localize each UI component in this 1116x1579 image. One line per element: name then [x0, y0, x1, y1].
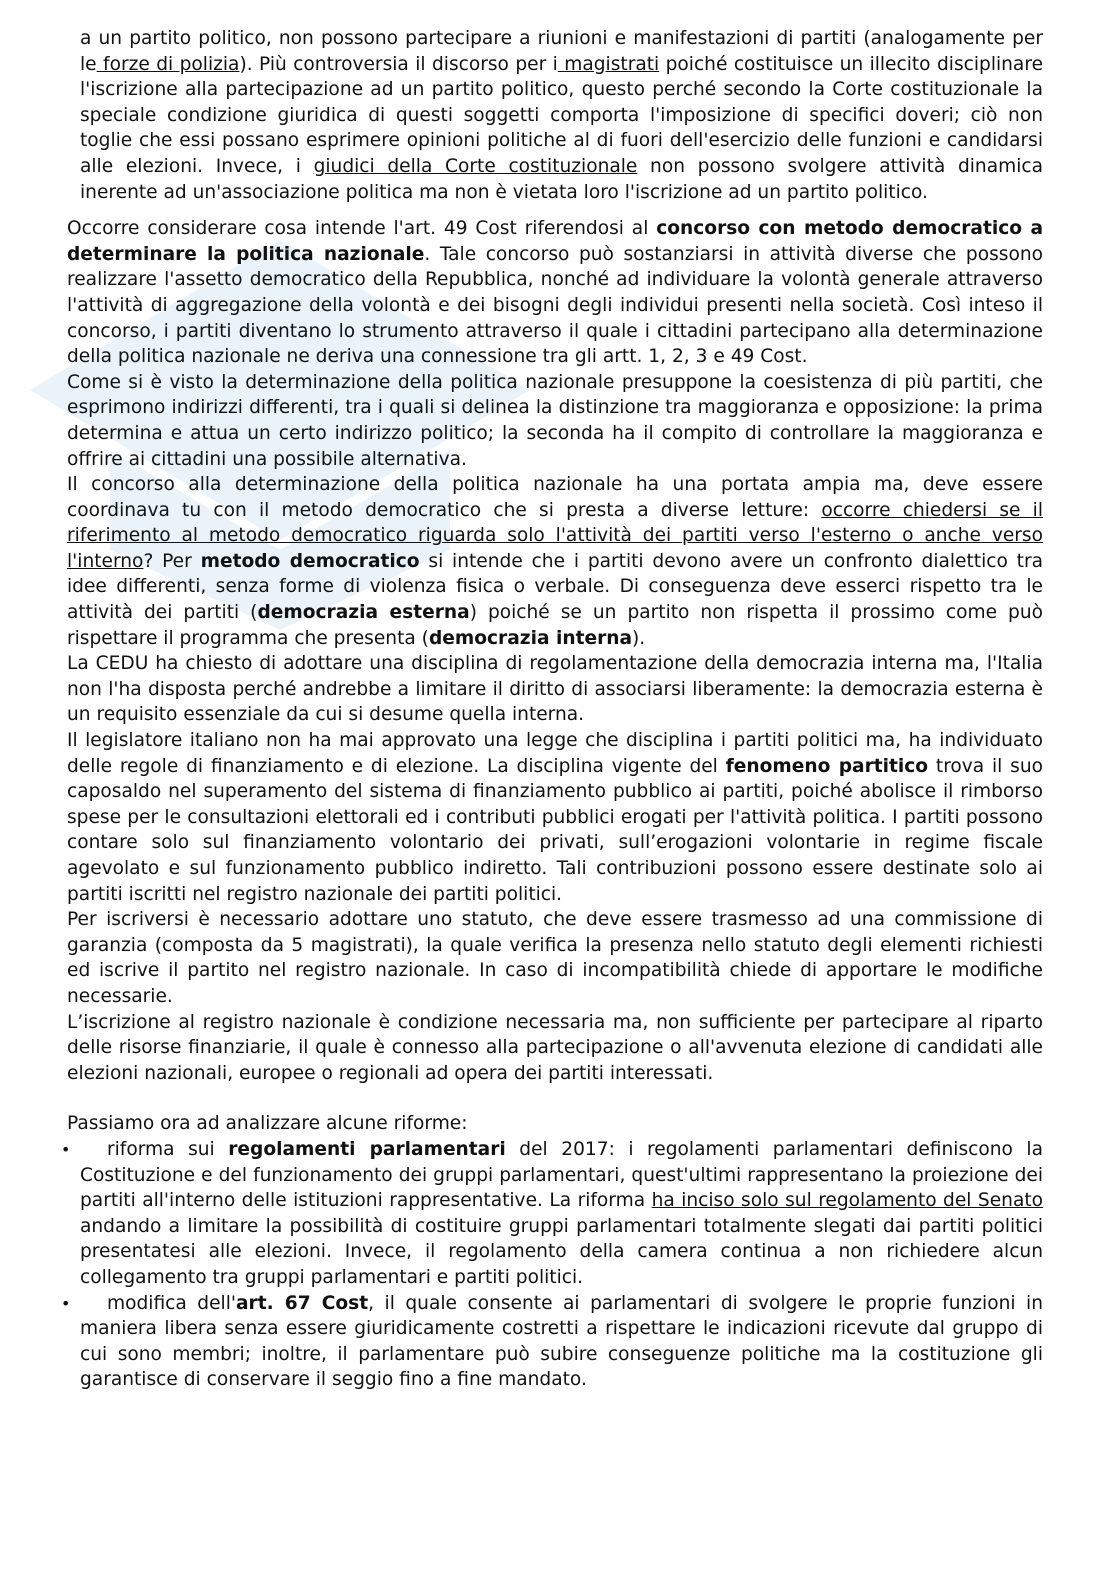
p4-underline-question: occorre chiedersi se il riferimento al metodo democratico riguarda solo l'attività dei partiti verso l'esterno o anche verso l'interno — [67, 499, 1044, 572]
b1-text-3: andando a limitare la possibilità di costituire gruppi parlamentari totalmente slegati dai partiti politici presentatesi alle elezioni. Invece, il regolamento della camera continua a non richiedere alcun collegamento tra gruppi parlamentari e partiti politici. — [80, 1215, 1043, 1288]
bullet-icon: • — [61, 1293, 71, 1313]
p4-bold-democrazia-interna: democrazia interna — [428, 627, 633, 649]
paragraph-1 — [67, 26, 1043, 205]
paragraph-8: L’iscrizione al registro nazionale è condizione necessaria ma, non sufficiente per partecipare al riparto delle risorse finanziarie, il quale è connesso alla partecipazione o all'avvenuta elezione di candidati alle elezioni nazionali, europee o regionali ad opera dei partiti interessati. — [67, 1011, 1043, 1084]
p2-text-1: Occorre considerare cosa intende l'art. 49 Cost riferendosi al — [67, 218, 657, 240]
p1-underline-magistrati: magistrati — [557, 53, 660, 75]
paragraph-5: La CEDU ha chiesto di adottare una disciplina di regolamentazione della democrazia interna ma, l'Italia non l'ha disposta perché andrebbe a limitare il diritto di associarsi liberamente: la democrazia esterna è un requisito essenziale da cui si desume quella interna. — [67, 653, 1043, 726]
paragraph-7: Per iscriversi è necessario adottare uno statuto, che deve essere trasmesso ad una commissione di garanzia (composta da 5 magistrati), la quale verifica la presenza nello statuto degli elementi richiesti ed iscrive il partito nel registro nazionale. In caso di incompatibilità chiede di apportare le modifiche necessarie. — [67, 909, 1043, 1007]
p1-text-4: non possono svolgere attività dinamica inerente ad un'associazione politica ma non è vietata loro l'iscrizione ad un partito politico. — [80, 155, 1044, 203]
p4-bold-democrazia-esterna: democrazia esterna — [257, 602, 470, 624]
p4-bold-metodo-democratico: metodo democratico — [200, 550, 420, 572]
paragraph-4 — [67, 472, 1043, 651]
p4-text-1: Il concorso alla determinazione della politica nazionale ha una portata ampia ma, deve essere coordinava tu con il metodo democratico che si presta a diverse letture: — [67, 474, 1043, 521]
b1-text-2: del 2017: i regolamenti parlamentari definiscono la Costituzione e del funzionamento dei gruppi parlamentari, quest'ultimi rappresentano la proiezione dei partiti all'interno delle istituzioni rappresentative. La riforma — [80, 1138, 1043, 1212]
p4-text-5: ). — [632, 627, 646, 649]
p2-text-2: . Tale concorso può sostanziarsi in attività diverse che possono realizzare l'assetto democratico della Repubblica, nonché ad individuare la volontà generale attraverso l'attività di aggregazione della volontà e dei bisogni degli individui presenti nella società. Così inteso il concorso, i partiti diventano lo strumento attraverso il quale i cittadini partecipano alla determinazione della politica nazionale ne deriva una connessione tra gli artt. 1, 2, 3 e 49 Cost. — [67, 243, 1043, 368]
b1-underline-senato: ha inciso solo sul regolamento del Senato — [651, 1190, 1044, 1212]
p4-text-4: ) poiché se un partito non rispetta il prossimo come può rispettare il programma che presenta ( — [67, 602, 1043, 649]
p6-text-1: Il legislatore italiano non ha mai approvato una legge che disciplina i partiti politici ma, ha individuato delle regole di finanziamento e di elezione. La disciplina vigente del — [67, 730, 1043, 777]
p1-text-3: poiché costituisce un illecito disciplinare l'iscrizione alla partecipazione ad un partito politico, questo perché secondo la Corte costituzionale la speciale condizione giuridica di questi soggetti comporta l'imposizione di specifici doveri; ciò non toglie che essi possano esprimere opinioni politiche al di fuori dell'esercizio delle funzioni e candidarsi alle elezioni. Invece, i — [80, 53, 1044, 177]
b1-text-1: riforma sui — [107, 1138, 229, 1160]
paragraph-6 — [67, 728, 1043, 907]
p4-text-2: ? Per — [143, 550, 201, 572]
p6-text-2: trova il suo caposaldo nel superamento del sistema di finanziamento pubblico ai partiti, poiché abolisce il rimborso spese per le consultazioni elettorali ed i contributi pubblici erogati per l'attività politica. I partiti possono contare solo sul finanziamento volontario dei privati, sull’erogazioni volontarie in regime fiscale agevolato e sul funzionamento pubblico indiretto. Tali contribuzioni possono essere destinate solo ai partiti iscritti nel registro nazionale dei partiti politici. — [67, 755, 1043, 905]
b1-bold-regolamenti: regolamenti parlamentari — [228, 1138, 506, 1160]
p1-text-2: ). Più controversia il discorso per i — [239, 53, 558, 75]
p1-underline-giudici: giudici della Corte costituzionale — [313, 155, 638, 177]
p2-bold-concorso: concorso con metodo democratico a determinare la politica nazionale — [67, 218, 1043, 265]
b2-text-1: modifica dell' — [107, 1292, 236, 1314]
p1-underline-forze-di-polizia: forze di polizia — [96, 53, 240, 75]
bullet-icon: • — [61, 1139, 71, 1159]
list-item-art-67 — [61, 1291, 1043, 1393]
p4-text-3: si intende che i partiti devono avere un confronto dialettico tra idee differenti, senza forme di violenza fisica o verbale. Di conseguenza deve esserci rispetto tra le attività dei partiti ( — [67, 550, 1043, 624]
p1-text-1: a un partito politico, non possono partecipare a riunioni e manifestazioni di partiti (analogamente per le — [80, 28, 1043, 75]
list-item-regolamenti — [61, 1137, 1044, 1291]
p6-bold-fenomeno-partitico: fenomeno partitico — [725, 755, 929, 777]
paragraph-3: Come si è visto la determinazione della politica nazionale presuppone la coesistenza di più partiti, che esprimono indirizzi differenti, tra i quali si delinea la distinzione tra maggioranza e opposizione: la prima determina e attua un certo indirizzo politico; la seconda ha il compito di controllare la maggioranza e offrire ai cittadini una possibile alternativa. — [67, 371, 1043, 470]
paragraph-9: Passiamo ora ad analizzare alcune riforme: — [67, 1113, 468, 1135]
b2-text-2: , il quale consente ai parlamentari di svolgere le proprie funzioni in maniera libera senza essere giuridicamente costretti a rispettare le indicazioni ricevute dal gruppo di cui sono membri; inoltre, il parlamentare può subire conseguenze politiche ma la costituzione gli garantisce di conservare il seggio fino a fine mandato. — [80, 1292, 1043, 1391]
document-page — [61, 26, 1044, 1393]
paragraph-2 — [67, 216, 1043, 370]
b2-bold-art-67: art. 67 Cost — [236, 1292, 369, 1314]
reform-list — [61, 1137, 1044, 1393]
